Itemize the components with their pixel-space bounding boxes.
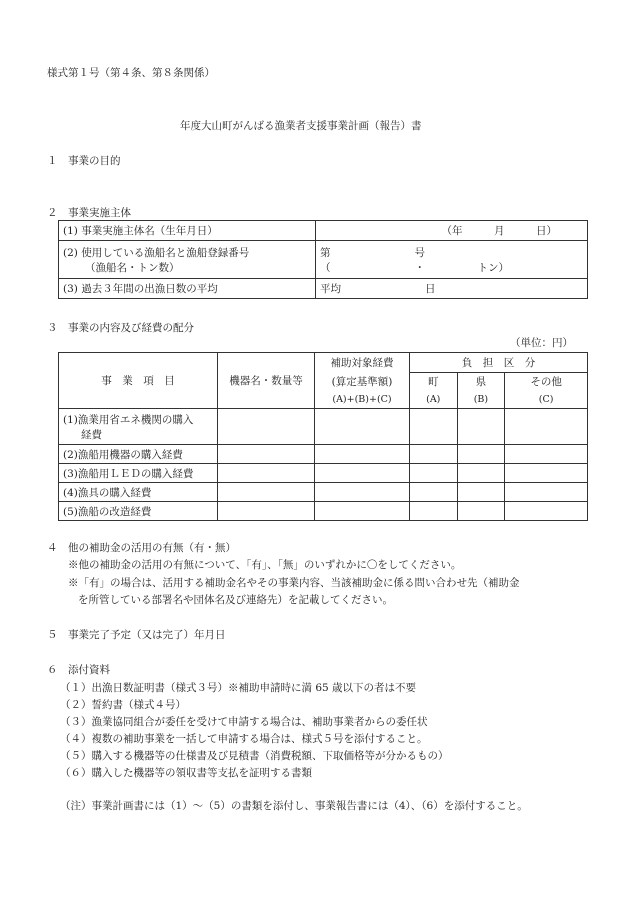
page-title: 年度大山町がんばる漁業者支援事業計画（報告）書	[180, 120, 422, 132]
header-pref: 県	[457, 373, 505, 391]
section1-heading: １ 事業の目的	[47, 155, 121, 167]
s2-row2-label-cell	[59, 241, 316, 279]
s2-row1-value: （年 月 日）	[316, 221, 588, 241]
cell-empty	[218, 445, 315, 464]
section4-note1: ※他の補助金の活用の有無について、「有」、「無」のいずれかに〇をしてください。	[68, 559, 462, 571]
header-town: 町	[410, 373, 458, 391]
cell-empty	[457, 502, 505, 521]
cell-empty	[315, 409, 410, 445]
row-item-label: (5)漁船の改造経費	[59, 502, 218, 521]
header-pref-code: (B)	[457, 391, 505, 409]
s2-row2-value-cell	[316, 241, 588, 279]
s2-row2-value2: （ ・ トン）	[320, 261, 509, 274]
cell-empty	[457, 445, 505, 464]
section6-heading: ６ 添付資料	[47, 664, 110, 676]
section3-table	[58, 352, 588, 521]
cell-empty	[457, 409, 505, 445]
section2-table	[58, 220, 588, 299]
header-subsidy2: (算定基準額)	[315, 373, 410, 391]
row-item-label2: 経費	[81, 428, 102, 441]
cell-empty	[457, 483, 505, 502]
section4-note2b: を所管している部署名や団体名及び連絡先）を記載してください。	[78, 594, 393, 606]
cell-empty	[505, 409, 588, 445]
s2-row1-label: (1) 事業実施主体名（生年月日）	[59, 221, 316, 241]
cell-empty	[410, 409, 458, 445]
table-row	[59, 445, 588, 464]
unit-label: （単位：円）	[510, 337, 573, 349]
header-equipment: 機器名・数量等	[218, 353, 315, 409]
header-other: その他	[505, 373, 588, 391]
header-burden: 負 担 区 分	[410, 353, 588, 373]
attachment-item-5: （５）購入する機器等の仕様書及び見積書（消費税額、下取価格等が分かるもの）	[60, 750, 449, 762]
s2-row2-label2: （漁船名・トン数）	[85, 261, 180, 274]
cell-empty	[410, 464, 458, 483]
cell-empty	[218, 502, 315, 521]
cell-empty	[505, 445, 588, 464]
table-row	[59, 483, 588, 502]
attachment-item-3: （３）漁業協同組合が委任を受けて申請する場合は、補助事業者からの委任状	[60, 716, 428, 728]
s2-row2-value: 第 号	[320, 246, 425, 259]
section4-heading: ４ 他の補助金の活用の有無（有・無）	[47, 542, 236, 554]
cell-empty	[315, 483, 410, 502]
row-item-label: (3)漁船用ＬＥＤの購入経費	[59, 464, 218, 483]
cell-empty	[410, 445, 458, 464]
cell-empty	[410, 483, 458, 502]
section5-heading: ５ 事業完了予定（又は完了）年月日	[47, 629, 226, 641]
attachment-item-6: （６）購入した機器等の領収書等支払を証明する書類	[60, 767, 312, 779]
cell-empty	[505, 502, 588, 521]
row-item-label: (1)漁業用省エネ機関の購入	[63, 413, 194, 426]
section2-heading: ２ 事業実施主体	[47, 207, 131, 219]
header-town-code: (A)	[410, 391, 458, 409]
section3-heading: ３ 事業の内容及び経費の配分	[47, 322, 194, 334]
table-row	[59, 464, 588, 483]
header-subsidy1: 補助対象経費	[315, 353, 410, 373]
table-row	[59, 502, 588, 521]
cell-empty	[218, 464, 315, 483]
cell-empty	[505, 464, 588, 483]
cell-empty	[315, 464, 410, 483]
header-subsidy3: (A)+(B)+(C)	[315, 391, 410, 409]
cell-empty	[505, 483, 588, 502]
s2-row3-value: 平均 日	[316, 279, 588, 299]
attachment-item-4: （４）複数の補助事業を一括して申請する場合は、様式５号を添付すること。	[60, 733, 428, 745]
cell-empty	[457, 464, 505, 483]
cell-empty	[218, 409, 315, 445]
cell-empty	[315, 445, 410, 464]
cell-empty	[315, 502, 410, 521]
attachment-note: （注）事業計画書には（1）～（5）の書類を添付し、事業報告書には（4）、（6）を添付すること。	[60, 800, 528, 812]
cell-empty	[410, 502, 458, 521]
section4-note2a: ※「有」の場合は、活用する補助金名やその事業内容、当該補助金に係る問い合わせ先（補助金	[68, 577, 520, 589]
header-other-code: (C)	[505, 391, 588, 409]
row-item-label: (4)漁具の購入経費	[59, 483, 218, 502]
row-item-cell	[59, 409, 218, 445]
attachment-item-2: （２）誓約書（様式４号）	[60, 699, 186, 711]
row-item-label: (2)漁船用機器の購入経費	[59, 445, 218, 464]
table-row	[59, 409, 588, 445]
attachment-item-1: （１）出漁日数証明書（様式３号）※補助申請時に満 65 歳以下の者は不要	[60, 682, 417, 694]
form-number: 様式第１号（第４条、第８条関係）	[47, 67, 215, 79]
header-item: 事 業 項 目	[59, 353, 218, 409]
s2-row3-label: (3) 過去３年間の出漁日数の平均	[59, 279, 316, 299]
cell-empty	[218, 483, 315, 502]
s2-row2-label: (2) 使用している漁船名と漁船登録番号	[63, 246, 250, 259]
